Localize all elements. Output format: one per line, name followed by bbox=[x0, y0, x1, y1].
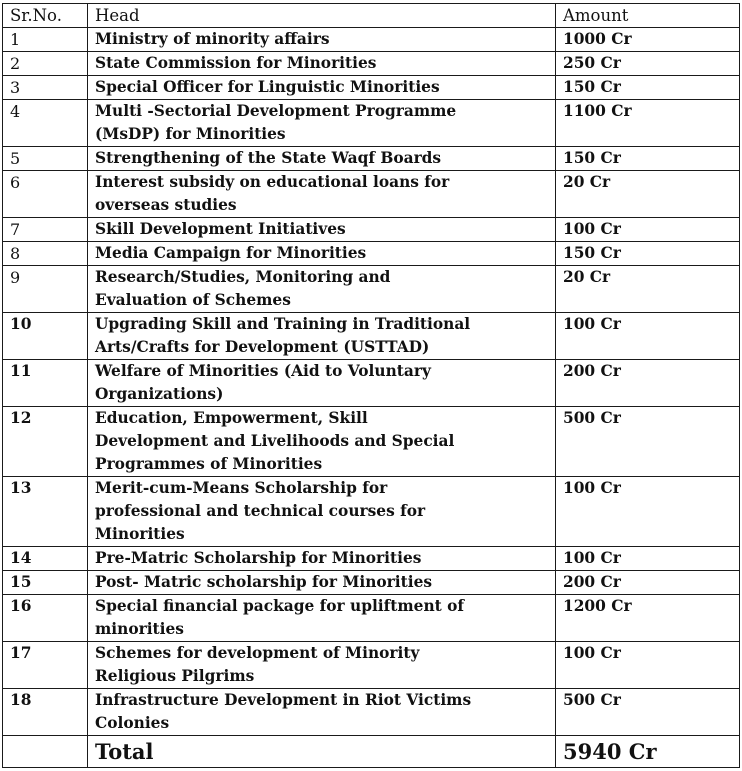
allocation-table bbox=[2, 3, 740, 768]
row-head-line: Research/Studies, Monitoring and bbox=[95, 268, 391, 286]
row-head bbox=[88, 477, 556, 547]
table-row bbox=[3, 171, 740, 218]
row-head-line: Religious Pilgrims bbox=[95, 667, 255, 685]
row-sr-no: 5 bbox=[3, 147, 88, 171]
row-sr-no: 4 bbox=[3, 100, 88, 147]
table-row bbox=[3, 407, 740, 477]
row-head bbox=[88, 595, 556, 642]
header-head: Head bbox=[88, 4, 556, 28]
row-head-line: Multi -Sectorial Development Programme bbox=[95, 102, 457, 120]
row-sr-no: 6 bbox=[3, 171, 88, 218]
table-row bbox=[3, 595, 740, 642]
row-head bbox=[88, 171, 556, 218]
table-row bbox=[3, 571, 740, 595]
row-sr-no: 10 bbox=[3, 313, 88, 360]
header-sr-no: Sr.No. bbox=[3, 4, 88, 28]
table-row bbox=[3, 147, 740, 171]
row-amount: 20 Cr bbox=[556, 266, 740, 313]
table-row bbox=[3, 547, 740, 571]
row-sr-no: 17 bbox=[3, 642, 88, 689]
table-row bbox=[3, 266, 740, 313]
row-head-line: Organizations) bbox=[95, 385, 224, 403]
row-head bbox=[88, 689, 556, 736]
row-head bbox=[88, 76, 556, 100]
row-sr-no: 7 bbox=[3, 218, 88, 242]
row-sr-no: 1 bbox=[3, 28, 88, 52]
row-amount: 1000 Cr bbox=[556, 28, 740, 52]
row-sr-no: 9 bbox=[3, 266, 88, 313]
row-head bbox=[88, 571, 556, 595]
row-amount: 250 Cr bbox=[556, 52, 740, 76]
total-label: Total bbox=[88, 736, 556, 768]
row-amount: 1200 Cr bbox=[556, 595, 740, 642]
row-amount: 150 Cr bbox=[556, 76, 740, 100]
row-head-line: Infrastructure Development in Riot Victims bbox=[95, 691, 472, 709]
table-row bbox=[3, 313, 740, 360]
row-head-line: Evaluation of Schemes bbox=[95, 291, 291, 309]
row-head-line: Arts/Crafts for Development (USTTAD) bbox=[95, 338, 430, 356]
row-head bbox=[88, 100, 556, 147]
row-head bbox=[88, 266, 556, 313]
row-amount: 500 Cr bbox=[556, 689, 740, 736]
row-head-line: Strengthening of the State Waqf Boards bbox=[95, 149, 442, 167]
row-sr-no: 15 bbox=[3, 571, 88, 595]
row-head-line: Programmes of Minorities bbox=[95, 455, 323, 473]
row-head-line: State Commission for Minorities bbox=[95, 54, 377, 72]
row-amount: 200 Cr bbox=[556, 360, 740, 407]
row-head bbox=[88, 547, 556, 571]
row-amount: 150 Cr bbox=[556, 147, 740, 171]
row-sr-no: 13 bbox=[3, 477, 88, 547]
row-head-line: professional and technical courses for bbox=[95, 502, 426, 520]
row-head-line: overseas studies bbox=[95, 196, 237, 214]
row-amount: 100 Cr bbox=[556, 218, 740, 242]
row-amount: 100 Cr bbox=[556, 313, 740, 360]
row-head bbox=[88, 407, 556, 477]
table-row bbox=[3, 100, 740, 147]
row-head-line: minorities bbox=[95, 620, 184, 638]
row-head bbox=[88, 360, 556, 407]
row-sr-no: 14 bbox=[3, 547, 88, 571]
row-sr-no: 11 bbox=[3, 360, 88, 407]
row-head-line: Merit-cum-Means Scholarship for bbox=[95, 479, 388, 497]
row-amount: 20 Cr bbox=[556, 171, 740, 218]
row-head-line: Media Campaign for Minorities bbox=[95, 244, 367, 262]
row-head-line: Ministry of minority affairs bbox=[95, 30, 330, 48]
row-sr-no: 8 bbox=[3, 242, 88, 266]
row-head-line: Pre-Matric Scholarship for Minorities bbox=[95, 549, 422, 567]
table-row bbox=[3, 360, 740, 407]
row-head-line: Schemes for development of Minority bbox=[95, 644, 420, 662]
row-sr-no: 16 bbox=[3, 595, 88, 642]
row-head-line: Skill Development Initiatives bbox=[95, 220, 346, 238]
row-sr-no: 18 bbox=[3, 689, 88, 736]
row-sr-no: 2 bbox=[3, 52, 88, 76]
row-head-line: (MsDP) for Minorities bbox=[95, 125, 286, 143]
row-head-line: Special financial package for upliftment of bbox=[95, 597, 464, 615]
row-head bbox=[88, 218, 556, 242]
total-row bbox=[3, 736, 740, 768]
row-head bbox=[88, 642, 556, 689]
row-head-line: Upgrading Skill and Training in Traditional bbox=[95, 315, 471, 333]
row-head bbox=[88, 242, 556, 266]
table-row bbox=[3, 52, 740, 76]
row-amount: 100 Cr bbox=[556, 547, 740, 571]
row-amount: 100 Cr bbox=[556, 477, 740, 547]
table-row bbox=[3, 477, 740, 547]
header-amount: Amount bbox=[556, 4, 740, 28]
row-head bbox=[88, 147, 556, 171]
table-row bbox=[3, 76, 740, 100]
row-head bbox=[88, 28, 556, 52]
row-head-line: Development and Livelihoods and Special bbox=[95, 432, 455, 450]
table-row bbox=[3, 242, 740, 266]
total-sr-cell bbox=[3, 736, 88, 768]
row-amount: 150 Cr bbox=[556, 242, 740, 266]
row-amount: 200 Cr bbox=[556, 571, 740, 595]
table-row bbox=[3, 28, 740, 52]
row-sr-no: 12 bbox=[3, 407, 88, 477]
row-head-line: Interest subsidy on educational loans for bbox=[95, 173, 450, 191]
table-row bbox=[3, 689, 740, 736]
table-body bbox=[3, 28, 740, 736]
row-head bbox=[88, 313, 556, 360]
row-amount: 500 Cr bbox=[556, 407, 740, 477]
row-head-line: Welfare of Minorities (Aid to Voluntary bbox=[95, 362, 431, 380]
total-amount: 5940 Cr bbox=[556, 736, 740, 768]
allocation-table-container bbox=[2, 3, 739, 768]
row-head-line: Colonies bbox=[95, 714, 170, 732]
table-header-row bbox=[3, 4, 740, 28]
row-head-line: Special Officer for Linguistic Minorities bbox=[95, 78, 440, 96]
row-head-line: Education, Empowerment, Skill bbox=[95, 409, 368, 427]
table-row bbox=[3, 642, 740, 689]
table-row bbox=[3, 218, 740, 242]
row-amount: 100 Cr bbox=[556, 642, 740, 689]
row-amount: 1100 Cr bbox=[556, 100, 740, 147]
row-head-line: Post- Matric scholarship for Minorities bbox=[95, 573, 433, 591]
row-head-line: Minorities bbox=[95, 525, 185, 543]
row-head bbox=[88, 52, 556, 76]
row-sr-no: 3 bbox=[3, 76, 88, 100]
